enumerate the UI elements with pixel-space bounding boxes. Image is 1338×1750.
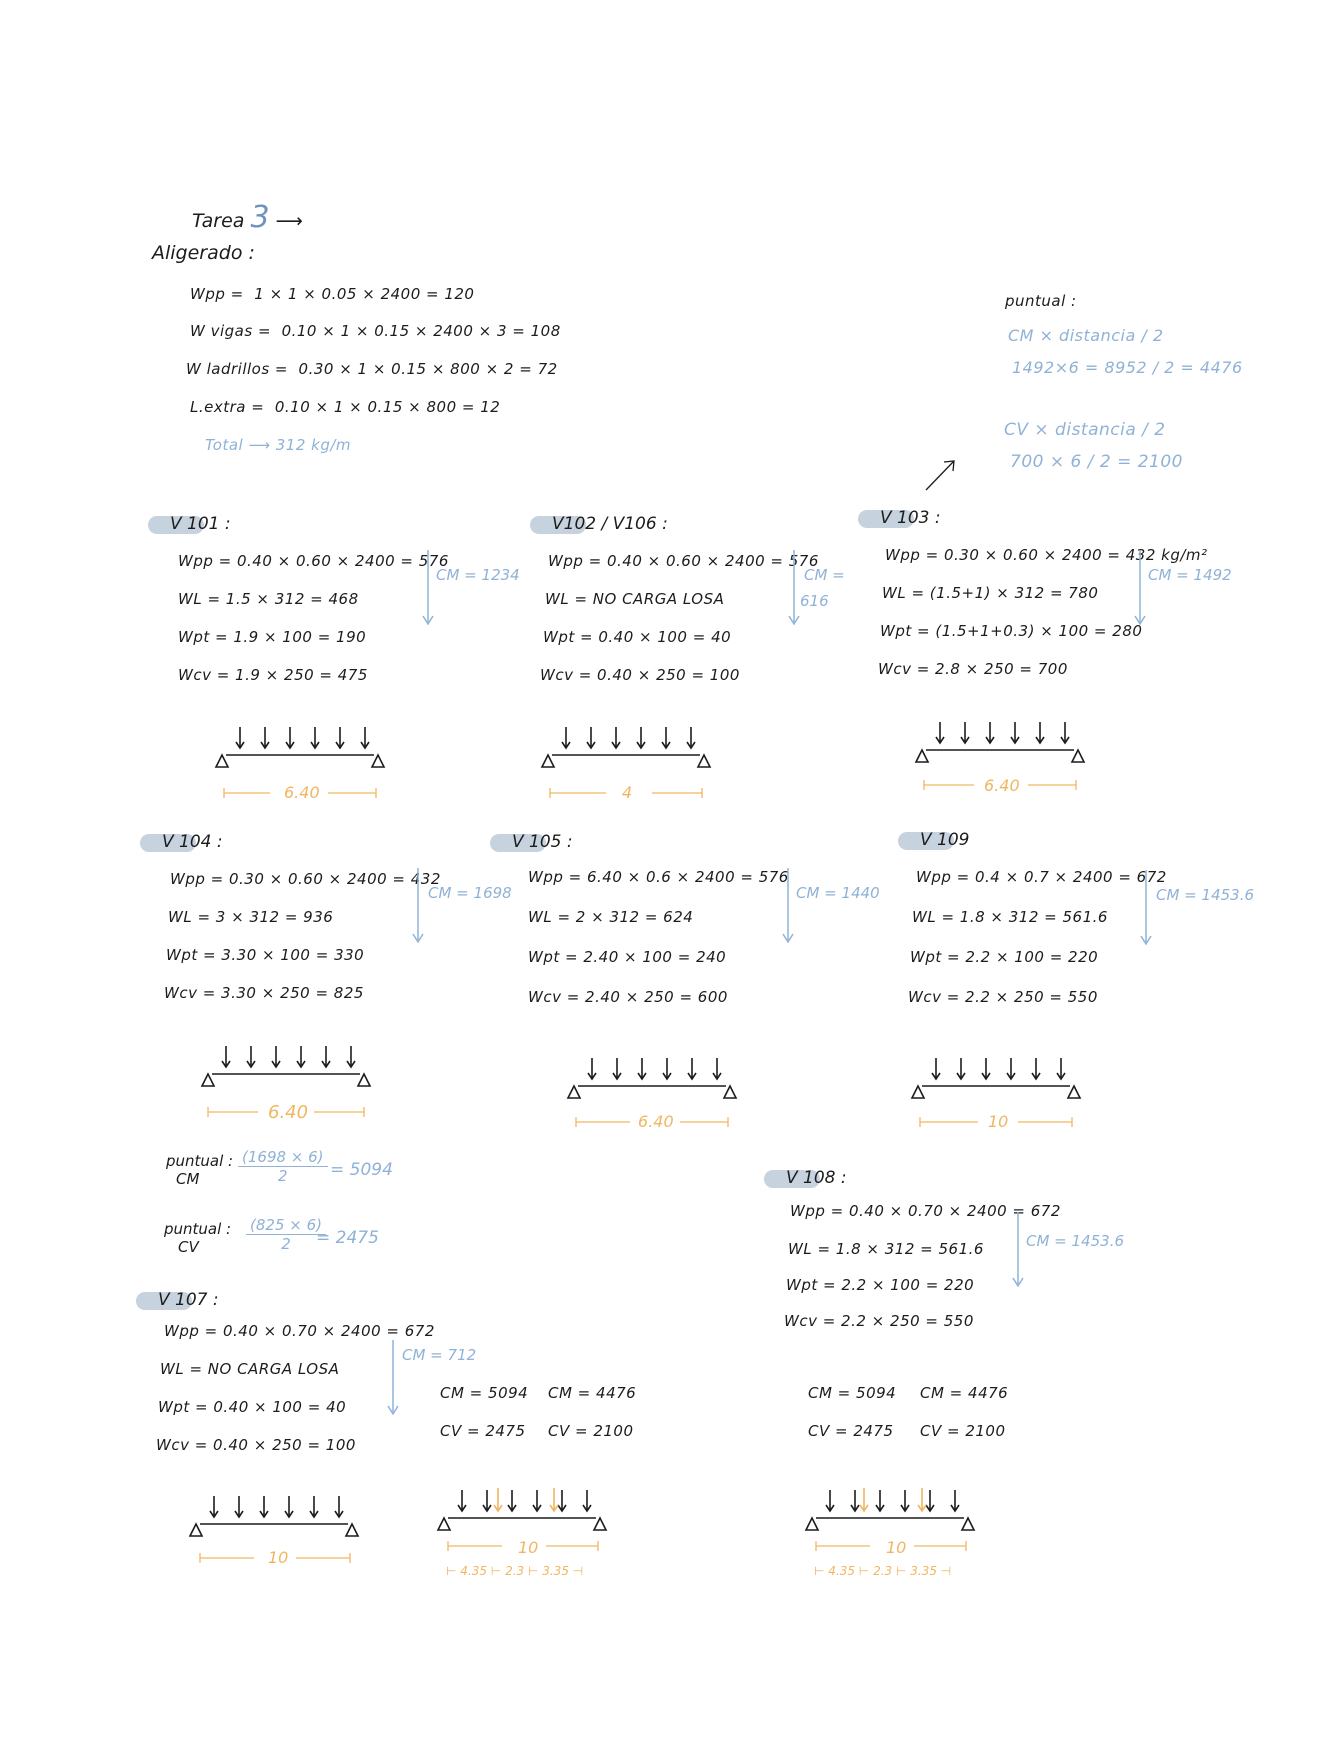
- point-load-arrows-icon: [860, 1488, 926, 1511]
- point-a-cv1: CV = 2475: [440, 1422, 526, 1440]
- tag-v101: V 101 :: [156, 512, 243, 536]
- v104-puntual-cv-label: puntual : CV: [164, 1220, 232, 1256]
- v105-wpt: Wpt = 2.40 × 100 = 240: [528, 948, 727, 966]
- v107-wl: WL = NO CARGA LOSA: [160, 1360, 340, 1378]
- v109-wpt: Wpt = 2.2 × 100 = 220: [910, 948, 1099, 966]
- title: [192, 200, 303, 235]
- v105-wpp: Wpp = 6.40 × 0.6 × 2400 = 576: [528, 868, 789, 886]
- v103-wpt: Wpt = (1.5+1+0.3) × 100 = 280: [880, 622, 1143, 640]
- point-b-cv2: CV = 2100: [920, 1422, 1006, 1440]
- puntual-result-cm: 1492×6 = 8952 / 2 = 4476: [1012, 358, 1243, 377]
- tag-v103: V 103 :: [866, 506, 953, 530]
- load-arrows-icon: [588, 1058, 721, 1079]
- title-number: 3: [250, 200, 270, 235]
- v101-cm: CM = 1234: [436, 566, 520, 584]
- v101-wpp: Wpp = 0.40 × 0.60 × 2400 = 576: [178, 552, 449, 570]
- load-arrows-icon: [936, 722, 1069, 743]
- load-arrows-icon: [222, 1046, 355, 1067]
- puntual-result-cv: 700 × 6 / 2 = 2100: [1010, 452, 1183, 472]
- tag-v108: V 108 :: [772, 1166, 859, 1190]
- v108-cm: CM = 1453.6: [1026, 1232, 1125, 1250]
- title-arrow-icon: ⟶: [275, 210, 303, 232]
- aligerado-line-2: W vigas = 0.10 × 1 × 0.15 × 2400 × 3 = 108: [190, 322, 561, 340]
- puntual-formula-cv: CV × distancia / 2: [1004, 420, 1166, 440]
- load-arrows-icon: [826, 1490, 959, 1511]
- v107-wpt: Wpt = 0.40 × 100 = 40: [158, 1398, 347, 1416]
- v104-puntual-cv-result: = 2475: [316, 1228, 379, 1248]
- point-b-cm1: CM = 5094: [808, 1384, 897, 1402]
- v102-cm-value: 616: [800, 592, 829, 610]
- v105-wl: WL = 2 × 312 = 624: [528, 908, 694, 926]
- v103-cm: CM = 1492: [1148, 566, 1232, 584]
- v102-wpp: Wpp = 0.40 × 0.60 × 2400 = 576: [548, 552, 819, 570]
- v102-span: 4: [622, 783, 633, 802]
- tag-v105: V 105 :: [498, 830, 585, 854]
- tag-v109: V 109: [906, 828, 981, 852]
- v109-span: 10: [988, 1112, 1009, 1131]
- aligerado-total: Total ⟶ 312 kg/m: [205, 436, 352, 454]
- v107-wpp: Wpp = 0.40 × 0.70 × 2400 = 672: [164, 1322, 435, 1340]
- v104-cm: CM = 1698: [428, 884, 512, 902]
- tag-v107: V 107 :: [144, 1288, 231, 1312]
- v103-cm-arrow-icon: [1130, 548, 1150, 628]
- v103-wl: WL = (1.5+1) × 312 = 780: [882, 584, 1099, 602]
- point-b-cm2: CM = 4476: [920, 1384, 1009, 1402]
- v104-puntual-cm-fraction: (1698 × 6) 2: [238, 1148, 328, 1185]
- v104-span: 6.40: [268, 1102, 309, 1123]
- v102-wpt: Wpt = 0.40 × 100 = 40: [543, 628, 732, 646]
- load-arrows-icon: [932, 1058, 1065, 1079]
- v108-wcv: Wcv = 2.2 × 250 = 550: [784, 1312, 974, 1330]
- point-load-arrows-icon: [494, 1488, 558, 1511]
- puntual-title: puntual :: [1005, 292, 1077, 310]
- point-a-cm1: CM = 5094: [440, 1384, 529, 1402]
- title-text: Tarea: [192, 210, 245, 232]
- v102-cm-arrow-icon: [784, 548, 804, 628]
- tag-v102-v106: V102 / V106 :: [538, 512, 680, 536]
- load-arrows-icon: [210, 1496, 343, 1517]
- v109-cm-arrow-icon: [1136, 868, 1156, 948]
- point-b-cv1: CV = 2475: [808, 1422, 894, 1440]
- load-arrows-icon: [236, 727, 369, 748]
- v105-cm-arrow-icon: [778, 866, 798, 946]
- v104-wpp: Wpp = 0.30 × 0.60 × 2400 = 432: [170, 870, 441, 888]
- v107-span: 10: [268, 1548, 289, 1567]
- pointer-arrow-icon: [920, 455, 960, 495]
- aligerado-line-4: L.extra = 0.10 × 1 × 0.15 × 800 = 12: [190, 398, 501, 416]
- v104-puntual-cm-result: = 5094: [330, 1160, 393, 1180]
- point-a-cm2: CM = 4476: [548, 1384, 637, 1402]
- v101-cm-arrow-icon: [418, 548, 438, 628]
- v109-wl: WL = 1.8 × 312 = 561.6: [912, 908, 1108, 926]
- v103-wpp: Wpp = 0.30 × 0.60 × 2400 = 432 kg/m²: [885, 546, 1208, 564]
- point-b-segments: ⊢ 4.35 ⊢ 2.3 ⊢ 3.35 ⊣: [814, 1564, 952, 1578]
- v102-wl: WL = NO CARGA LOSA: [545, 590, 725, 608]
- puntual-formula-cm: CM × distancia / 2: [1008, 326, 1164, 345]
- v101-span: 6.40: [284, 783, 320, 802]
- v109-wpp: Wpp = 0.4 × 0.7 × 2400 = 672: [916, 868, 1167, 886]
- aligerado-line-3: W ladrillos = 0.30 × 1 × 0.15 × 800 × 2 = 72: [186, 360, 558, 378]
- v107-cm-arrow-icon: [383, 1338, 403, 1418]
- point-a-span: 10: [518, 1538, 539, 1557]
- v109-cm: CM = 1453.6: [1156, 886, 1255, 904]
- v104-puntual-cv-fraction: (825 × 6) 2: [246, 1216, 326, 1253]
- v108-wl: WL = 1.8 × 312 = 561.6: [788, 1240, 984, 1258]
- v107-cm: CM = 712: [402, 1346, 477, 1364]
- v104-cm-arrow-icon: [408, 866, 428, 946]
- v107-wcv: Wcv = 0.40 × 250 = 100: [156, 1436, 356, 1454]
- v103-wcv: Wcv = 2.8 × 250 = 700: [878, 660, 1068, 678]
- v101-wcv: Wcv = 1.9 × 250 = 475: [178, 666, 368, 684]
- v104-wl: WL = 3 × 312 = 936: [168, 908, 334, 926]
- point-a-segments: ⊢ 4.35 ⊢ 2.3 ⊢ 3.35 ⊣: [446, 1564, 584, 1578]
- v101-wl: WL = 1.5 × 312 = 468: [178, 590, 359, 608]
- aligerado-line-1: Wpp = 1 × 1 × 0.05 × 2400 = 120: [190, 285, 475, 303]
- v104-wcv: Wcv = 3.30 × 250 = 825: [164, 984, 364, 1002]
- v101-wpt: Wpt = 1.9 × 100 = 190: [178, 628, 367, 646]
- point-a-cv2: CV = 2100: [548, 1422, 634, 1440]
- v104-puntual-cm-label: puntual : CM: [166, 1152, 234, 1188]
- v108-cm-arrow-icon: [1008, 1210, 1028, 1290]
- v103-span: 6.40: [984, 776, 1020, 795]
- load-arrows-icon: [458, 1490, 591, 1511]
- v109-wcv: Wcv = 2.2 × 250 = 550: [908, 988, 1098, 1006]
- v105-wcv: Wcv = 2.40 × 250 = 600: [528, 988, 728, 1006]
- point-b-span: 10: [886, 1538, 907, 1557]
- aligerado-label: Aligerado :: [152, 242, 255, 264]
- v105-cm: CM = 1440: [796, 884, 880, 902]
- v105-span: 6.40: [638, 1112, 674, 1131]
- v104-wpt: Wpt = 3.30 × 100 = 330: [166, 946, 365, 964]
- v102-cm-label: CM =: [804, 566, 845, 584]
- load-arrows-icon: [562, 727, 695, 748]
- v108-wpp: Wpp = 0.40 × 0.70 × 2400 = 672: [790, 1202, 1061, 1220]
- v108-wpt: Wpt = 2.2 × 100 = 220: [786, 1276, 975, 1294]
- v102-wcv: Wcv = 0.40 × 250 = 100: [540, 666, 740, 684]
- tag-v104: V 104 :: [148, 830, 235, 854]
